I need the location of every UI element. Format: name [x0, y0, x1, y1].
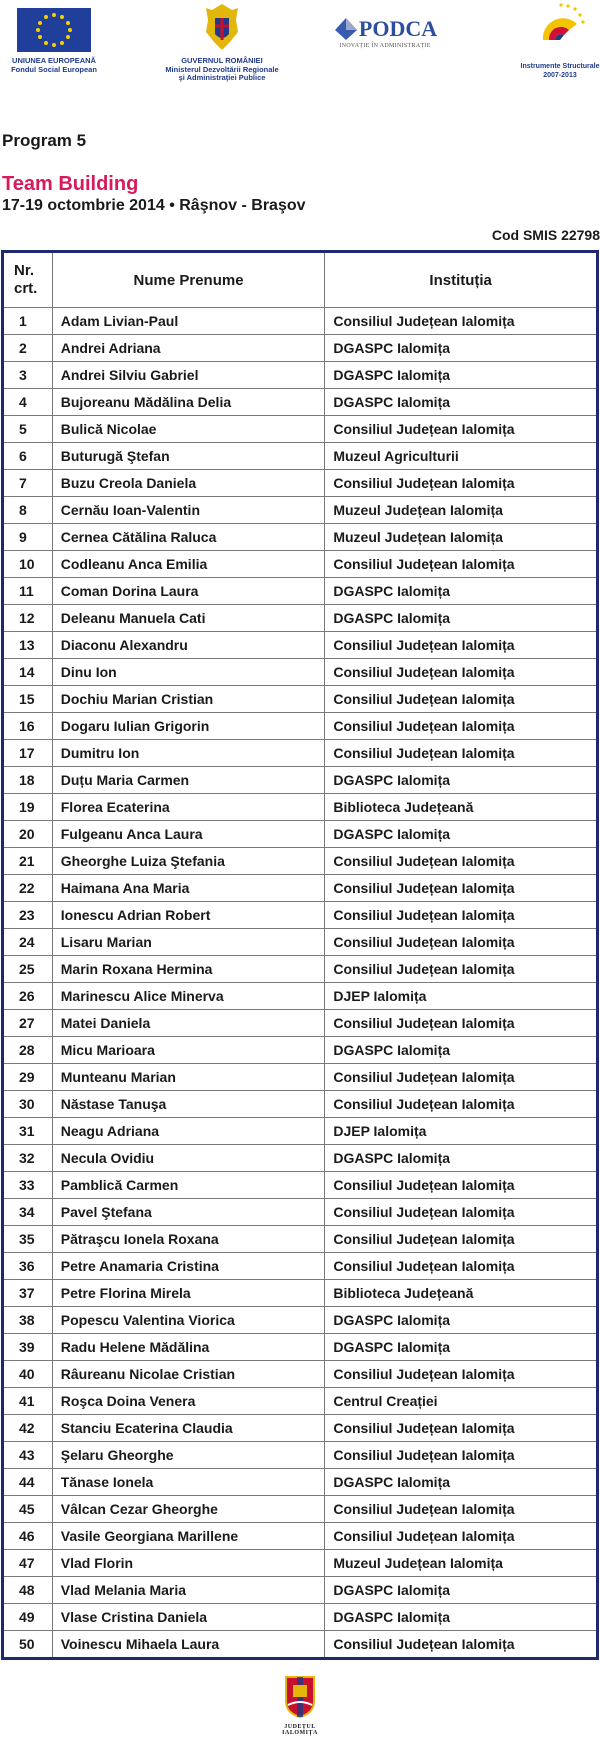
- table-row: [3, 659, 598, 686]
- participant-name: Munteanu Marian: [52, 1064, 325, 1091]
- participant-name: Ionescu Adrian Robert: [52, 902, 325, 929]
- table-row: [3, 524, 598, 551]
- participant-name: Dumitru Ion: [52, 740, 325, 767]
- row-number: 39: [3, 1334, 53, 1361]
- participant-institution: Consiliul Județean Ialomița: [325, 875, 598, 902]
- participant-name: Tănase Ionela: [52, 1469, 325, 1496]
- participant-institution: DGASPC Ialomița: [325, 821, 598, 848]
- row-number: 26: [3, 983, 53, 1010]
- participant-institution: Consiliul Județean Ialomița: [325, 632, 598, 659]
- participant-institution: DGASPC Ialomița: [325, 1577, 598, 1604]
- row-number: 19: [3, 794, 53, 821]
- row-number: 2: [3, 335, 53, 362]
- participant-name: Neagu Adriana: [52, 1118, 325, 1145]
- row-number: 15: [3, 686, 53, 713]
- participant-name: Şelaru Gheorghe: [52, 1442, 325, 1469]
- participant-name: Roşca Doina Venera: [52, 1388, 325, 1415]
- gov-logo-line2: Ministerul Dezvoltării Regionale: [165, 64, 279, 74]
- participant-name: Stanciu Ecaterina Claudia: [52, 1415, 325, 1442]
- participant-name: Duțu Maria Carmen: [52, 767, 325, 794]
- participant-name: Andrei Adriana: [52, 335, 325, 362]
- participant-name: Pamblică Carmen: [52, 1172, 325, 1199]
- participant-institution: Consiliul Județean Ialomița: [325, 551, 598, 578]
- participant-institution: Muzeul Județean Ialomița: [325, 497, 598, 524]
- row-number: 12: [3, 605, 53, 632]
- participant-institution: Consiliul Județean Ialomița: [325, 416, 598, 443]
- table-row: [3, 1496, 598, 1523]
- table-row: [3, 1172, 598, 1199]
- participant-institution: Consiliul Județean Ialomița: [325, 902, 598, 929]
- eu-logo-line2: Fondul Social European: [11, 64, 97, 74]
- row-number: 1: [3, 308, 53, 335]
- row-number: 37: [3, 1280, 53, 1307]
- participant-institution: Consiliul Județean Ialomița: [325, 1361, 598, 1388]
- participant-institution: Consiliul Județean Ialomița: [325, 1523, 598, 1550]
- participant-institution: DGASPC Ialomița: [325, 1145, 598, 1172]
- participant-institution: DGASPC Ialomița: [325, 389, 598, 416]
- participant-name: Necula Ovidiu: [52, 1145, 325, 1172]
- participant-name: Adam Livian-Paul: [52, 308, 325, 335]
- column-header-institution: Instituția: [325, 252, 598, 308]
- participant-name: Micu Marioara: [52, 1037, 325, 1064]
- participant-name: Vlase Cristina Daniela: [52, 1604, 325, 1631]
- row-number: 18: [3, 767, 53, 794]
- table-row: [3, 1307, 598, 1334]
- participants-table: [1, 250, 599, 1660]
- participant-institution: Consiliul Județean Ialomița: [325, 929, 598, 956]
- table-row: [3, 1118, 598, 1145]
- ialomita-crest: [268, 1675, 332, 1736]
- table-row: [3, 686, 598, 713]
- participant-institution: Consiliul Județean Ialomița: [325, 1199, 598, 1226]
- participant-institution: Muzeul Județean Ialomița: [325, 524, 598, 551]
- row-number: 14: [3, 659, 53, 686]
- participant-name: Radu Helene Mădălina: [52, 1334, 325, 1361]
- table-row: [3, 767, 598, 794]
- participant-name: Vlad Florin: [52, 1550, 325, 1577]
- structural-instruments-emblem-icon: [533, 0, 587, 58]
- table-row: [3, 551, 598, 578]
- participant-institution: Consiliul Județean Ialomița: [325, 956, 598, 983]
- participant-name: Râureanu Nicolae Cristian: [52, 1361, 325, 1388]
- table-row: [3, 1550, 598, 1577]
- row-number: 35: [3, 1226, 53, 1253]
- row-number: 29: [3, 1064, 53, 1091]
- row-number: 44: [3, 1469, 53, 1496]
- participant-name: Bujoreanu Mădălina Delia: [52, 389, 325, 416]
- row-number: 5: [3, 416, 53, 443]
- participant-name: Vlad Melania Maria: [52, 1577, 325, 1604]
- participant-name: Codleanu Anca Emilia: [52, 551, 325, 578]
- participant-institution: Consiliul Județean Ialomița: [325, 740, 598, 767]
- romania-coat-of-arms-icon: [202, 2, 242, 52]
- crest-caption: JUDEȚUL IALOMIȚA: [282, 1724, 318, 1736]
- participant-institution: DGASPC Ialomița: [325, 1334, 598, 1361]
- participant-institution: DGASPC Ialomița: [325, 767, 598, 794]
- row-number: 33: [3, 1172, 53, 1199]
- participant-institution: DGASPC Ialomița: [325, 605, 598, 632]
- participant-institution: DGASPC Ialomița: [325, 1469, 598, 1496]
- table-row: [3, 335, 598, 362]
- table-header-row: [3, 252, 598, 308]
- table-row: [3, 1253, 598, 1280]
- participant-institution: DGASPC Ialomița: [325, 362, 598, 389]
- table-row: [3, 308, 598, 335]
- table-row: [3, 848, 598, 875]
- column-header-nr-line2: crt.: [14, 280, 38, 297]
- participant-name: Năstase Tanuşa: [52, 1091, 325, 1118]
- table-row: [3, 794, 598, 821]
- participant-name: Gheorghe Luiza Ştefania: [52, 848, 325, 875]
- participant-institution: DGASPC Ialomița: [325, 578, 598, 605]
- participant-institution: Consiliul Județean Ialomița: [325, 1010, 598, 1037]
- row-number: 11: [3, 578, 53, 605]
- table-row: [3, 443, 598, 470]
- participant-name: Andrei Silviu Gabriel: [52, 362, 325, 389]
- row-number: 27: [3, 1010, 53, 1037]
- participant-name: Coman Dorina Laura: [52, 578, 325, 605]
- table-row: [3, 578, 598, 605]
- participant-name: Buzu Creola Daniela: [52, 470, 325, 497]
- participant-institution: DJEP Ialomița: [325, 983, 598, 1010]
- table-row: [3, 416, 598, 443]
- participant-name: Dochiu Marian Cristian: [52, 686, 325, 713]
- table-row: [3, 1388, 598, 1415]
- row-number: 10: [3, 551, 53, 578]
- participant-institution: Consiliul Județean Ialomița: [325, 686, 598, 713]
- table-body: [3, 308, 598, 1659]
- podca-name: PODCA: [358, 16, 438, 41]
- row-number: 17: [3, 740, 53, 767]
- table-row: [3, 956, 598, 983]
- row-number: 42: [3, 1415, 53, 1442]
- row-number: 31: [3, 1118, 53, 1145]
- table-row: [3, 1604, 598, 1631]
- row-number: 3: [3, 362, 53, 389]
- participant-institution: Biblioteca Județeană: [325, 794, 598, 821]
- table-row: [3, 389, 598, 416]
- participant-institution: Biblioteca Județeană: [325, 1280, 598, 1307]
- logo-bar: [0, 0, 600, 92]
- participant-institution: DGASPC Ialomița: [325, 335, 598, 362]
- row-number: 20: [3, 821, 53, 848]
- row-number: 43: [3, 1442, 53, 1469]
- participant-name: Lisaru Marian: [52, 929, 325, 956]
- row-number: 7: [3, 470, 53, 497]
- participant-name: Marin Roxana Hermina: [52, 956, 325, 983]
- participant-institution: Consiliul Județean Ialomița: [325, 1064, 598, 1091]
- row-number: 4: [3, 389, 53, 416]
- participant-name: Vâlcan Cezar Gheorghe: [52, 1496, 325, 1523]
- row-number: 16: [3, 713, 53, 740]
- row-number: 49: [3, 1604, 53, 1631]
- table-row: [3, 740, 598, 767]
- column-header-name: Nume Prenume: [52, 252, 325, 308]
- row-number: 30: [3, 1091, 53, 1118]
- participant-name: Pătraşcu Ionela Roxana: [52, 1226, 325, 1253]
- table-row: [3, 821, 598, 848]
- table-row: [3, 1280, 598, 1307]
- structural-instruments-logo: [520, 0, 600, 80]
- participant-institution: Muzeul Agriculturii: [325, 443, 598, 470]
- row-number: 23: [3, 902, 53, 929]
- participant-institution: Muzeul Județean Ialomița: [325, 1550, 598, 1577]
- row-number: 48: [3, 1577, 53, 1604]
- participant-institution: Consiliul Județean Ialomița: [325, 713, 598, 740]
- participant-name: Dogaru Iulian Grigorin: [52, 713, 325, 740]
- participant-name: Petre Anamaria Cristina: [52, 1253, 325, 1280]
- gov-logo-line1: GUVERNUL ROMÂNIEI: [181, 56, 263, 65]
- column-header-nr: [3, 252, 53, 308]
- table-row: [3, 362, 598, 389]
- participant-institution: Consiliul Județean Ialomița: [325, 848, 598, 875]
- table-row: [3, 1523, 598, 1550]
- participant-name: Voinescu Mihaela Laura: [52, 1631, 325, 1659]
- row-number: 41: [3, 1388, 53, 1415]
- participant-institution: Consiliul Județean Ialomița: [325, 1091, 598, 1118]
- row-number: 22: [3, 875, 53, 902]
- participant-name: Diaconu Alexandru: [52, 632, 325, 659]
- eu-logo-line1: UNIUNEA EUROPEANĂ: [12, 56, 96, 65]
- eu-flag-icon: [17, 8, 91, 52]
- participant-institution: Consiliul Județean Ialomița: [325, 659, 598, 686]
- row-number: 34: [3, 1199, 53, 1226]
- participant-institution: Consiliul Județean Ialomița: [325, 1496, 598, 1523]
- participant-name: Fulgeanu Anca Laura: [52, 821, 325, 848]
- table-row: [3, 875, 598, 902]
- participant-name: Haimana Ana Maria: [52, 875, 325, 902]
- participant-institution: Consiliul Județean Ialomița: [325, 308, 598, 335]
- podca-emblem-icon: [333, 16, 359, 42]
- participant-name: Deleanu Manuela Cati: [52, 605, 325, 632]
- participant-institution: Consiliul Județean Ialomița: [325, 1415, 598, 1442]
- table-row: [3, 902, 598, 929]
- table-row: [3, 632, 598, 659]
- row-number: 13: [3, 632, 53, 659]
- participant-name: Cernău Ioan-Valentin: [52, 497, 325, 524]
- row-number: 36: [3, 1253, 53, 1280]
- table-row: [3, 983, 598, 1010]
- row-number: 25: [3, 956, 53, 983]
- podca-tagline: INOVAȚIE ÎN ADMINISTRAȚIE: [339, 43, 431, 49]
- page-title: Team Building: [2, 173, 139, 195]
- ialomita-coat-of-arms-icon: [280, 1675, 320, 1719]
- table-row: [3, 1145, 598, 1172]
- table-row: [3, 1199, 598, 1226]
- is-logo-line2: 2007-2013: [543, 71, 577, 79]
- row-number: 9: [3, 524, 53, 551]
- participant-name: Pavel Ştefana: [52, 1199, 325, 1226]
- participant-name: Bulică Nicolae: [52, 416, 325, 443]
- participant-name: Matei Daniela: [52, 1010, 325, 1037]
- table-row: [3, 1469, 598, 1496]
- participant-institution: Centrul Creației: [325, 1388, 598, 1415]
- table-row: [3, 1037, 598, 1064]
- participant-name: Cernea Cătălina Raluca: [52, 524, 325, 551]
- participant-institution: DGASPC Ialomița: [325, 1307, 598, 1334]
- row-number: 40: [3, 1361, 53, 1388]
- row-number: 6: [3, 443, 53, 470]
- participant-institution: Consiliul Județean Ialomița: [325, 1172, 598, 1199]
- participant-institution: Consiliul Județean Ialomița: [325, 1442, 598, 1469]
- podca-logo: [330, 16, 440, 49]
- participant-institution: Consiliul Județean Ialomița: [325, 1253, 598, 1280]
- table-row: [3, 1091, 598, 1118]
- participant-name: Vasile Georgiana Marillene: [52, 1523, 325, 1550]
- row-number: 45: [3, 1496, 53, 1523]
- row-number: 8: [3, 497, 53, 524]
- event-date-location: 17-19 octombrie 2014 • Râşnov - Braşov: [2, 197, 306, 214]
- table-row: [3, 470, 598, 497]
- row-number: 32: [3, 1145, 53, 1172]
- participant-institution: DGASPC Ialomița: [325, 1604, 598, 1631]
- table-row: [3, 1226, 598, 1253]
- participant-name: Florea Ecaterina: [52, 794, 325, 821]
- table-row: [3, 1631, 598, 1659]
- participant-institution: DJEP Ialomița: [325, 1118, 598, 1145]
- row-number: 46: [3, 1523, 53, 1550]
- row-number: 24: [3, 929, 53, 956]
- program-label: Program 5: [2, 131, 87, 150]
- table-row: [3, 1334, 598, 1361]
- row-number: 50: [3, 1631, 53, 1659]
- table-row: [3, 1442, 598, 1469]
- participant-name: Buturugă Ştefan: [52, 443, 325, 470]
- participant-institution: Consiliul Județean Ialomița: [325, 470, 598, 497]
- participant-institution: DGASPC Ialomița: [325, 1037, 598, 1064]
- participant-name: Petre Florina Mirela: [52, 1280, 325, 1307]
- column-header-nr-line1: Nr.: [14, 262, 35, 279]
- table-row: [3, 1064, 598, 1091]
- participant-name: Marinescu Alice Minerva: [52, 983, 325, 1010]
- participant-institution: Consiliul Județean Ialomița: [325, 1226, 598, 1253]
- table-row: [3, 1577, 598, 1604]
- is-logo-line1: Instrumente Structurale: [520, 63, 600, 70]
- row-number: 21: [3, 848, 53, 875]
- table-row: [3, 1010, 598, 1037]
- participant-name: Popescu Valentina Viorica: [52, 1307, 325, 1334]
- smis-code: Cod SMIS 22798: [491, 227, 600, 243]
- participant-institution: Consiliul Județean Ialomița: [325, 1631, 598, 1659]
- table-row: [3, 929, 598, 956]
- table-row: [3, 1361, 598, 1388]
- row-number: 38: [3, 1307, 53, 1334]
- row-number: 47: [3, 1550, 53, 1577]
- gov-logo-line3: şi Administraţiei Publice: [178, 73, 266, 82]
- table-row: [3, 713, 598, 740]
- table-row: [3, 605, 598, 632]
- row-number: 28: [3, 1037, 53, 1064]
- participant-name: Dinu Ion: [52, 659, 325, 686]
- table-row: [3, 497, 598, 524]
- government-logo: [152, 2, 292, 83]
- eu-logo: [6, 8, 102, 74]
- table-row: [3, 1415, 598, 1442]
